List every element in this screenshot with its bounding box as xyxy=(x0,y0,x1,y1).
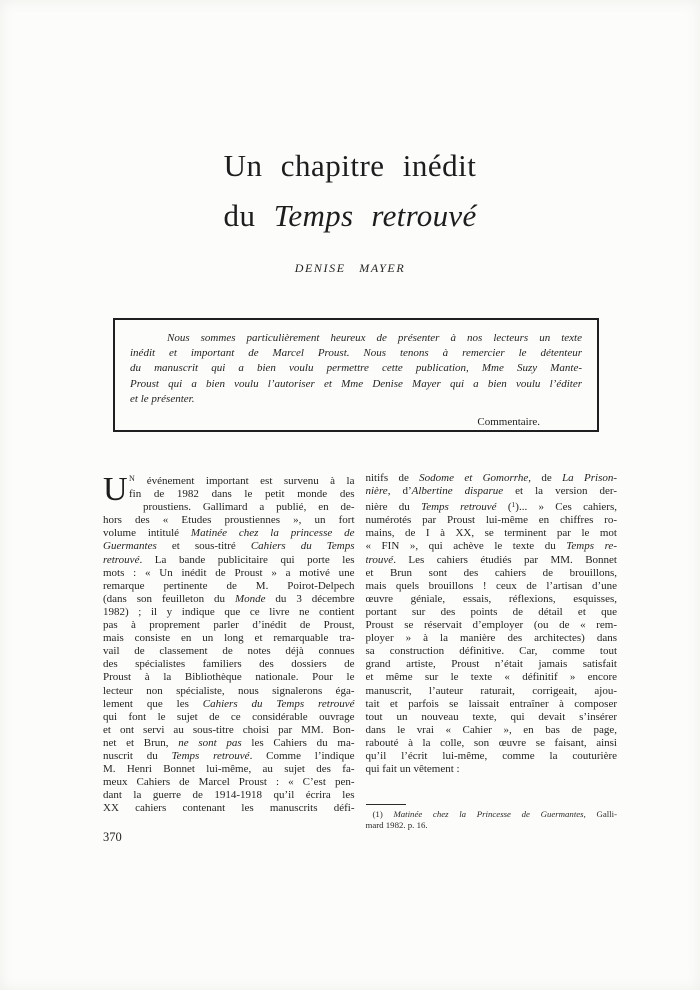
text-line: nuscrit du Temps retrouvé. Comme l’indique xyxy=(103,749,355,762)
text-line: et le présenter. xyxy=(130,392,195,405)
text-line: inédit et important de Marcel Proust. Nous tenons à remercier le détenteur xyxy=(130,347,582,360)
footnote-rule xyxy=(366,804,406,805)
drop-cap: U xyxy=(103,471,128,508)
footnote-text xyxy=(366,809,618,831)
text-line: lement que les Cahiers du Temps retrouvé xyxy=(103,697,355,710)
text-line: mais quels brouillons ! ceux de l’artisan d’une xyxy=(365,579,617,592)
text-line: Proust qui a bien voulu l’autoriser et Mme Denise Mayer qui a bien voulu l’éditer xyxy=(130,377,582,390)
text-line: pas à proprement parler d’inédit de Proust, xyxy=(103,619,355,632)
footnote xyxy=(366,804,618,831)
text-line: rabouté à la colle, son œuvre se faisant, ainsi xyxy=(365,736,617,749)
text-line: mais consiste en un long et remarquable tra- xyxy=(103,632,355,645)
text-line: nitifs de Sodome et Gomorrhe, de La Prison- xyxy=(365,472,618,484)
text-line: qu’il l’écrit lui-même, comme la couturière xyxy=(365,749,617,762)
text-line: mard 1982. p. 16. xyxy=(365,820,428,831)
text-line: volume intitulé Matinée chez la princesse de xyxy=(103,527,355,540)
text-line: dans le vrai « Cahier », en bas de page, xyxy=(365,723,617,736)
text-line: manuscrit, l’auteur raturait, corrigeait, ajou- xyxy=(365,684,617,697)
text-line: 1982) ; il y indique que ce livre ne contient xyxy=(103,605,355,618)
editorial-note-box xyxy=(113,318,599,432)
text-line: (1) Matinée chez la Princesse de Guermantes, Galli- xyxy=(372,809,617,820)
text-line: qui fait un vêtement : xyxy=(365,763,460,776)
text-line: remarque pertinente de M. Poirot-Delpech xyxy=(103,579,355,592)
text-line: Guermantes et sous-titré Cahiers du Temps xyxy=(103,540,355,553)
text-line: net et Brun, ne sont pas les Cahiers du ma- xyxy=(103,736,355,749)
text-line: du manuscrit qui a bien voulu permettre cette publication, Mme Suzy Mante- xyxy=(130,362,582,375)
text-line: M. Henri Bonnet lui-même, au sujet des fa- xyxy=(103,763,355,776)
right-column-text xyxy=(366,472,618,776)
text-line: (dans son feuilleton du Monde du 3 décembre xyxy=(103,592,355,605)
text-line: meux Cahiers de Marcel Proust : « C’est pen- xyxy=(103,776,355,789)
article-title-line-1: Un chapitre inédit xyxy=(223,148,477,183)
page-number: 370 xyxy=(103,830,122,844)
text-line: tout un nouveau texte, qui devait s’insérer xyxy=(365,710,617,723)
text-line: proustiens. Gallimard a publié, en de- xyxy=(143,501,355,514)
article-title xyxy=(0,141,700,241)
right-column xyxy=(366,472,618,831)
text-line: Proust se réservait d’employer (ou de « rem- xyxy=(365,619,617,632)
text-line: XX cahiers contenant les manuscrits défi- xyxy=(103,802,355,815)
text-line: dant la guerre de 1914-1918 qu’il écrira les xyxy=(103,789,355,802)
text-line: lecteur non spécialiste, nous signalerons éga- xyxy=(103,684,355,697)
text-line: mains, de I à XX, se terminent par le mot xyxy=(365,527,617,540)
left-column xyxy=(103,472,355,831)
text-line: et même sur le texte « définitif » encore xyxy=(365,671,617,684)
text-line: fin de 1982 dans le petit monde des xyxy=(129,488,355,501)
text-line: nière, d’Albertine disparue et la version der- xyxy=(365,485,617,498)
text-line: nière du Temps retrouvé ($^1$)... » Ces cahiers, xyxy=(365,500,617,514)
editorial-note-text xyxy=(130,331,582,407)
text-line: Nous sommes particulièrement heureux de présenter à nos lecteurs un texte xyxy=(167,332,582,344)
text-line: grand artiste, Proust n’était jamais satisfait xyxy=(365,658,617,671)
left-column-text xyxy=(103,472,355,815)
text-line: sa construction définitive. Car, comme tout xyxy=(365,645,617,658)
text-line: numérotés par Proust lui-même en chiffres ro- xyxy=(365,514,617,527)
text-line: et ont servi au sous-titre choisi par MM. Bon- xyxy=(103,723,355,736)
text-line: ployer » à la manière des architectes) dans xyxy=(365,632,617,645)
text-line: $^N$ événement important est survenu à la xyxy=(129,474,355,487)
text-line: hors des « Etudes proustiennes », un fort xyxy=(103,514,355,527)
text-line: portant sur des points de détail et que xyxy=(365,605,617,618)
text-line: tait et parfois se laissait entraîner à composer xyxy=(365,697,617,710)
text-line: et Brun sont des cahiers de brouillons, xyxy=(365,566,617,579)
text-line: des spécialistes familiers des dossiers de xyxy=(103,658,355,671)
editorial-note-signature: Commentaire. xyxy=(477,416,540,429)
text-line: vail de classement de notes déjà connues xyxy=(103,645,355,658)
article-body xyxy=(103,472,617,831)
text-line: œuvre géniale, essais, réflexions, esquisses, xyxy=(365,592,617,605)
text-line: qui font le sujet de ce considérable ouvrage xyxy=(103,710,355,723)
article-title-line-2: du Temps retrouvé xyxy=(223,198,477,233)
text-line: retrouvé. La bande publicitaire qui porte les xyxy=(103,553,355,566)
text-line: trouvé. Les cahiers étudiés par MM. Bonnet xyxy=(365,553,617,566)
author-name: DENISE MAYER xyxy=(294,261,406,275)
text-line: « FIN », qui achève le texte du Temps re- xyxy=(365,540,617,553)
text-line: Proust à la Bibliothèque nationale. Pour le xyxy=(103,671,355,684)
text-line: mots : « Un inédit de Proust » a motivé une xyxy=(103,566,355,579)
